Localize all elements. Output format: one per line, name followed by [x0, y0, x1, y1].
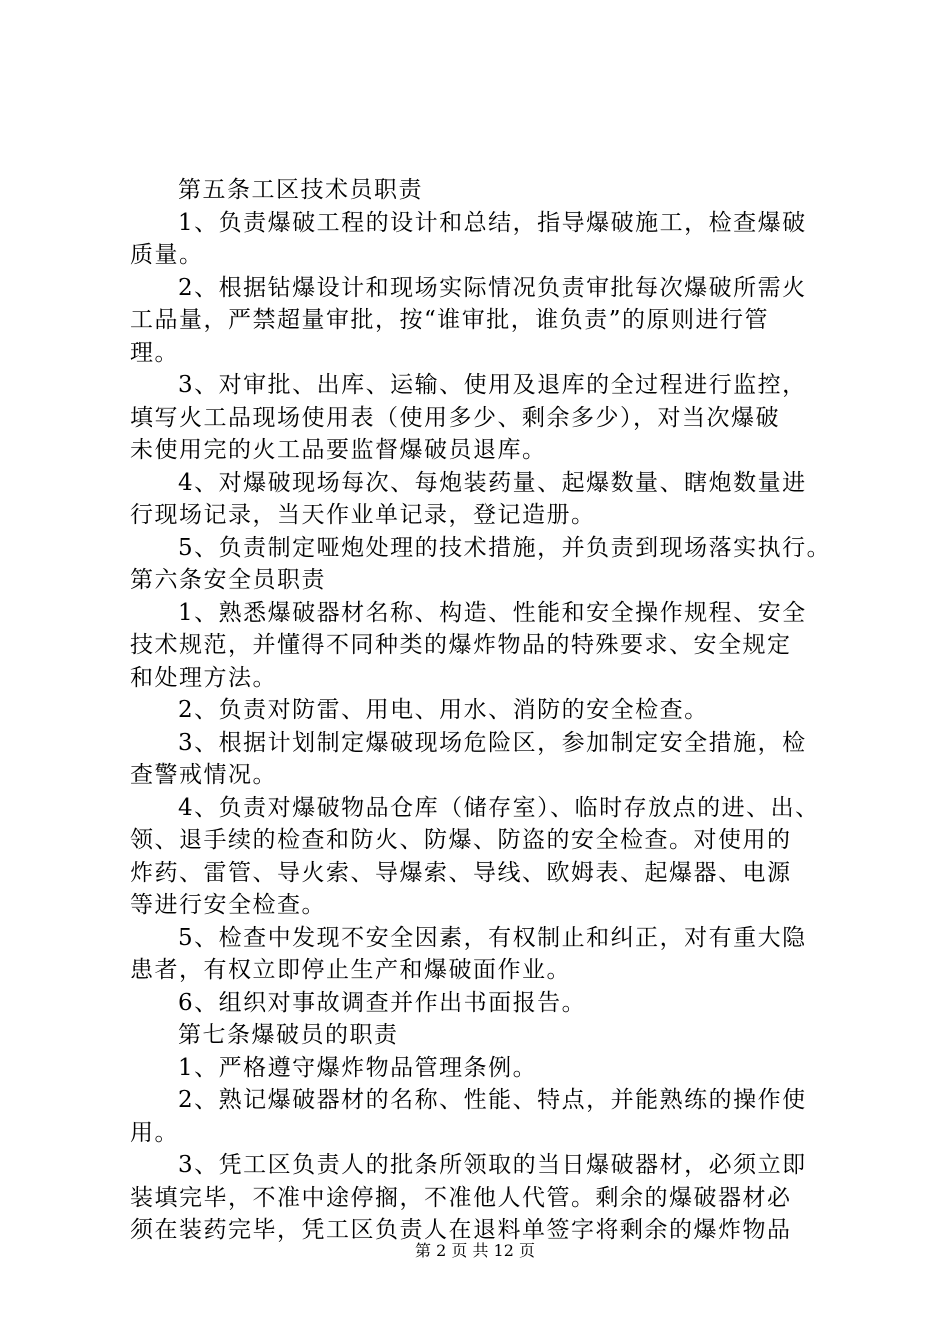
text-line: 领、退手续的检查和防火、防爆、防盗的安全检查。对使用的 [130, 827, 792, 853]
text-line: 第五条工区技术员职责 [178, 177, 423, 203]
document-body [130, 174, 836, 1247]
page-footer [0, 1240, 950, 1262]
text-line: 质量。 [130, 242, 204, 268]
text-line: 1、负责爆破工程的设计和总结，指导爆破施工，检查爆破 [178, 209, 807, 236]
text-line: 2、负责对防雷、用电、用水、消防的安全检查。 [178, 697, 709, 723]
text-line: 装填完毕，不准中途停搁，不准他人代管。剩余的爆破器材必 [130, 1184, 792, 1211]
text-line: 4、对爆破现场每次、每炮装药量、起爆数量、瞎炮数量进 [178, 469, 807, 496]
text-line: 等进行安全检查。 [130, 892, 326, 918]
text-line: 第七条爆破员的职责 [178, 1022, 399, 1048]
text-line: 6、组织对事故调查并作出书面报告。 [178, 989, 587, 1016]
text-line: 查警戒情况。 [130, 762, 277, 788]
text-line: 2、根据钻爆设计和现场实际情况负责审批每次爆破所需火 [178, 274, 807, 301]
text-line: 3、对审批、出库、运输、使用及退库的全过程进行监控， [178, 372, 807, 398]
text-line: 须在装药完毕，凭工区负责人在退料单签字将剩余的爆炸物品 [130, 1217, 792, 1243]
text-line: 行现场记录，当天作业单记录，登记造册。 [130, 502, 596, 528]
text-line: 5、检查中发现不安全因素，有权制止和纠正，对有重大隐 [178, 924, 807, 951]
text-line: 技术规范，并懂得不同种类的爆炸物品的特殊要求、安全规定 [130, 632, 792, 658]
text-line: 3、凭工区负责人的批条所领取的当日爆破器材，必须立即 [178, 1152, 807, 1178]
text-line: 第六条安全员职责 [130, 567, 326, 593]
text-line: 炸药、雷管、导火索、导爆索、导线、欧姆表、起爆器、电源 [130, 859, 792, 886]
text-line: 1、严格遵守爆炸物品管理条例。 [178, 1054, 538, 1081]
text-line: 填写火工品现场使用表（使用多少、剩余多少），对当次爆破 [130, 404, 780, 431]
text-line: 理。 [130, 339, 179, 366]
text-line: 4、负责对爆破物品仓库（储存室）、临时存放点的进、出、 [178, 794, 820, 821]
text-line: 1、熟悉爆破器材名称、构造、性能和安全操作规程、安全 [178, 599, 807, 626]
text-line: 和处理方法。 [130, 664, 277, 691]
text-line: 未使用完的火工品要监督爆破员退库。 [130, 437, 547, 463]
page-number: 第 2 页 共 12 页 [415, 1241, 535, 1260]
text-line: 2、熟记爆破器材的名称、性能、特点，并能熟练的操作使 [178, 1087, 807, 1113]
text-line: 工品量，严禁超量审批，按“谁审批，谁负责”的原则进行管 [130, 307, 770, 333]
text-line: 3、根据计划制定爆破现场危险区，参加制定安全措施，检 [178, 729, 807, 756]
text-line: 5、负责制定哑炮处理的技术措施，并负责到现场落实执行。 [178, 534, 832, 561]
text-line: 用。 [130, 1119, 179, 1146]
text-line: 患者，有权立即停止生产和爆破面作业。 [130, 957, 571, 983]
